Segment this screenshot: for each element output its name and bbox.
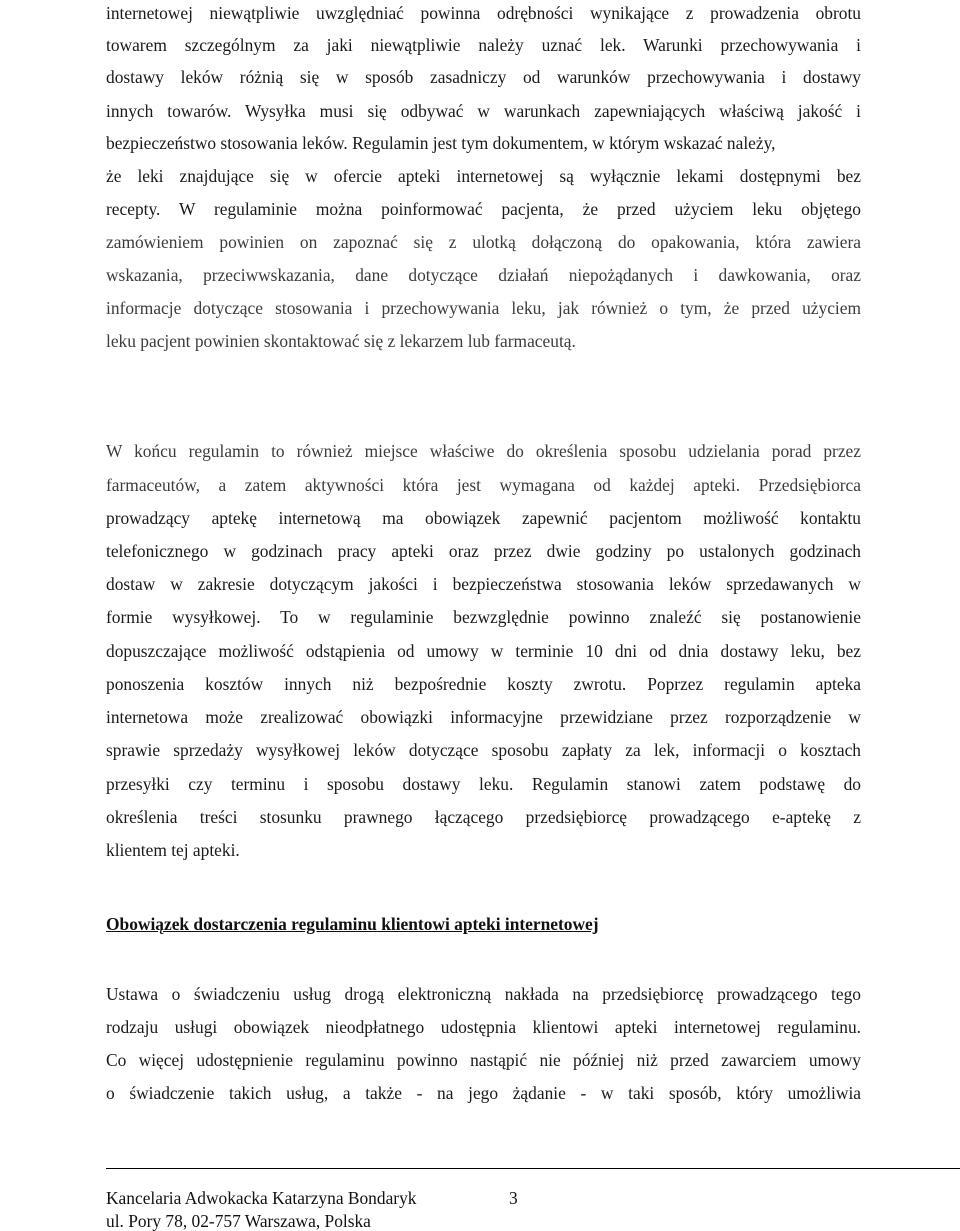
paragraph-line: określenia treści stosunku prawnego łączącego przedsiębiorcę prowadzącego e-aptekę z (106, 807, 861, 827)
section-heading: Obowiązek dostarczenia regulaminu klientowi apteki internetowej (106, 914, 599, 934)
paragraph-line: dostawy leków różnią się w sposób zasadniczy od warunków przechowywania i dostawy (106, 67, 861, 87)
paragraph-line: klientem tej apteki. (106, 840, 240, 860)
footer-address: ul. Pory 78, 02-757 Warszawa, Polska (106, 1211, 371, 1231)
paragraph-line: Co więcej udostępnienie regulaminu powinno nastąpić nie później niż przed zawarciem umowy (106, 1050, 861, 1070)
paragraph-line: o świadczenie takich usług, a także - na jego żądanie - w taki sposób, który umożliwia (106, 1083, 861, 1103)
paragraph-line: zamówieniem powinien on zapoznać się z ulotką dołączoną do opakowania, która zawiera (106, 232, 861, 252)
paragraph-line: przesyłki czy terminu i sposobu dostawy leku. Regulamin stanowi zatem podstawę do (106, 774, 861, 794)
paragraph-line: leku pacjent powinien skontaktować się z lekarzem lub farmaceutą. (106, 331, 576, 351)
paragraph-line: internetowa może zrealizować obowiązki informacyjne przewidziane przez rozporządzenie w (106, 707, 861, 727)
paragraph-line: W końcu regulamin to również miejsce właściwe do określenia sposobu udzielania porad przez (106, 441, 861, 461)
paragraph-line: towarem szczególnym za jaki niewątpliwie należy uznać lek. Warunki przechowywania i (106, 35, 861, 55)
paragraph-line: formie wysyłkowej. To w regulaminie bezwzględnie powinno znaleźć się postanowienie (106, 607, 861, 627)
paragraph-line: bezpieczeństwo stosowania leków. Regulamin jest tym dokumentem, w którym wskazać należy, (106, 133, 776, 153)
paragraph-line: recepty. W regulaminie można poinformować pacjenta, że przed użyciem leku objętego (106, 199, 861, 219)
paragraph-line: dopuszczające możliwość odstąpienia od umowy w terminie 10 dni od dnia dostawy leku, bez (106, 641, 861, 661)
footer-firm-name: Kancelaria Adwokacka Katarzyna Bondaryk (106, 1188, 417, 1208)
paragraph-line: ponoszenia kosztów innych niż bezpośrednie koszty zwrotu. Poprzez regulamin apteka (106, 674, 861, 694)
paragraph-line: że leki znajdujące się w ofercie apteki internetowej są wyłącznie lekami dostępnymi bez (106, 166, 861, 186)
paragraph-line: wskazania, przeciwwskazania, dane dotyczące działań niepożądanych i dawkowania, oraz (106, 265, 861, 285)
paragraph-line: dostaw w zakresie dotyczącym jakości i bezpieczeństwa stosowania leków sprzedawanych w (106, 574, 861, 594)
footer-divider (106, 1168, 960, 1169)
paragraph-line: telefonicznego w godzinach pracy apteki oraz przez dwie godziny po ustalonych godzinach (106, 541, 861, 561)
paragraph-line: informacje dotyczące stosowania i przechowywania leku, jak również o tym, że przed użyciem (106, 298, 861, 318)
page-number: 3 (509, 1188, 518, 1208)
paragraph-line: sprawie sprzedaży wysyłkowej leków dotyczące sposobu zapłaty za lek, informacji o kosztach (106, 740, 861, 760)
paragraph-line: internetowej niewątpliwie uwzględniać powinna odrębności wynikające z prowadzenia obrotu (106, 3, 861, 23)
paragraph-line: farmaceutów, a zatem aktywności która jest wymagana od każdej apteki. Przedsiębiorca (106, 475, 861, 495)
paragraph-line: innych towarów. Wysyłka musi się odbywać w warunkach zapewniających właściwą jakość i (106, 101, 861, 121)
paragraph-line: rodzaju usługi obowiązek nieodpłatnego udostępnia klientowi apteki internetowej regulaminu. (106, 1017, 861, 1037)
paragraph-line: prowadzący aptekę internetową ma obowiązek zapewnić pacjentom możliwość kontaktu (106, 508, 861, 528)
paragraph-line: Ustawa o świadczeniu usług drogą elektroniczną nakłada na przedsiębiorcę prowadzącego tego (106, 984, 861, 1004)
